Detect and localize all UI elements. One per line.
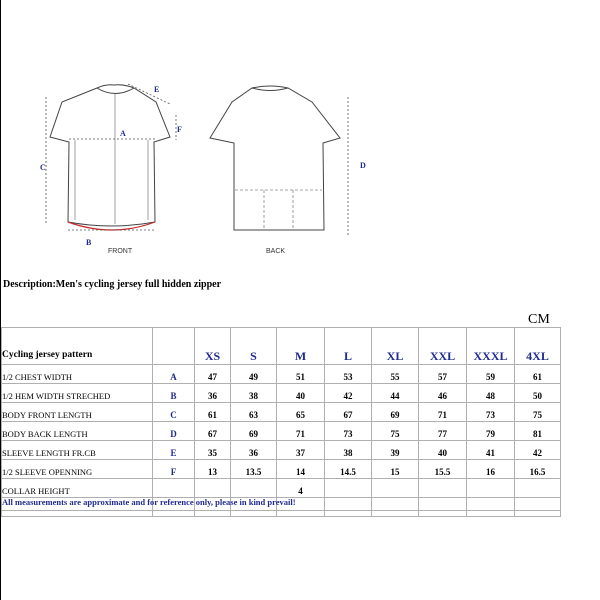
dimension-f-label: F <box>177 125 182 134</box>
size-header-cell: 4XL <box>515 328 561 365</box>
table-row <box>2 384 561 403</box>
table-cell: 77 <box>419 422 467 441</box>
table-cell: 35 <box>195 441 231 460</box>
measurement-code <box>153 479 195 498</box>
empty-cell <box>419 498 467 517</box>
jersey-measurement-diagram <box>0 70 420 270</box>
table-cell: 73 <box>325 422 372 441</box>
table-cell: 67 <box>195 422 231 441</box>
size-header-cell: XXL <box>419 328 467 365</box>
measurement-code: C <box>153 403 195 422</box>
table-row <box>2 441 561 460</box>
table-row <box>2 422 561 441</box>
empty-cell <box>515 498 561 517</box>
table-cell: 13 <box>195 460 231 479</box>
empty-cell <box>372 498 419 517</box>
table-cell: 15 <box>372 460 419 479</box>
empty-cell <box>467 498 515 517</box>
table-cell: 73 <box>467 403 515 422</box>
table-row <box>2 365 561 384</box>
table-cell: 46 <box>419 384 467 403</box>
table-cell: 42 <box>515 441 561 460</box>
table-cell: 69 <box>372 403 419 422</box>
measurement-name: 1/2 SLEEVE OPENNING <box>2 460 153 479</box>
empty-cell <box>325 498 372 517</box>
size-chart-table <box>1 327 561 517</box>
table-cell: 38 <box>325 441 372 460</box>
table-cell: 50 <box>515 384 561 403</box>
table-cell: 75 <box>515 403 561 422</box>
table-cell: 16.5 <box>515 460 561 479</box>
table-cell: 79 <box>467 422 515 441</box>
table-cell: 4 <box>277 479 325 498</box>
table-cell: 51 <box>277 365 325 384</box>
table-cell <box>467 479 515 498</box>
table-cell: 13.5 <box>231 460 277 479</box>
table-cell: 61 <box>515 365 561 384</box>
table-cell: 16 <box>467 460 515 479</box>
table-cell: 63 <box>231 403 277 422</box>
code-header-cell <box>153 328 195 365</box>
table-cell: 49 <box>231 365 277 384</box>
size-header-cell: M <box>277 328 325 365</box>
dimension-a-label: A <box>120 129 126 138</box>
size-header-cell: XS <box>195 328 231 365</box>
table-cell: 40 <box>419 441 467 460</box>
front-jersey-body <box>50 85 170 226</box>
table-cell: 14 <box>277 460 325 479</box>
size-header-cell: XL <box>372 328 419 365</box>
table-cell: 42 <box>325 384 372 403</box>
dimension-c-label: C <box>40 163 46 172</box>
disclaimer-note: All measurements are approximate and for reference only, please in kind prevail! <box>2 497 296 507</box>
table-cell: 47 <box>195 365 231 384</box>
front-jersey <box>50 85 170 230</box>
table-cell: 36 <box>231 441 277 460</box>
measurement-code: E <box>153 441 195 460</box>
table-cell: 65 <box>277 403 325 422</box>
measurement-code: D <box>153 422 195 441</box>
dimension-e-label: E <box>154 85 160 94</box>
size-header-row <box>2 328 561 365</box>
table-cell <box>231 479 277 498</box>
dimension-d-label: D <box>360 161 366 170</box>
table-cell: 40 <box>277 384 325 403</box>
product-description: Description:Men's cycling jersey full hidden zipper <box>3 279 222 290</box>
front-label: FRONT <box>108 248 133 255</box>
measurement-name: BODY BACK LENGTH <box>2 422 153 441</box>
divider <box>1 510 560 511</box>
measurement-code: F <box>153 460 195 479</box>
table-cell <box>372 479 419 498</box>
table-cell <box>195 479 231 498</box>
table-cell: 67 <box>325 403 372 422</box>
table-cell: 15.5 <box>419 460 467 479</box>
table-cell: 75 <box>372 422 419 441</box>
measurement-unit: CM <box>528 312 550 327</box>
table-cell <box>419 479 467 498</box>
size-header-cell: XXXL <box>467 328 515 365</box>
table-cell: 39 <box>372 441 419 460</box>
back-jersey-body <box>210 86 340 230</box>
dimension-b-label: B <box>86 238 92 247</box>
size-header-cell: S <box>231 328 277 365</box>
back-jersey <box>210 86 340 230</box>
table-cell: 71 <box>419 403 467 422</box>
measurement-name: 1/2 HEM WIDTH STRECHED <box>2 384 153 403</box>
table-cell: 55 <box>372 365 419 384</box>
table-cell: 69 <box>231 422 277 441</box>
measurement-name: 1/2 CHEST WIDTH <box>2 365 153 384</box>
table-cell: 37 <box>277 441 325 460</box>
measurement-name: BODY FRONT LENGTH <box>2 403 153 422</box>
measurement-name: SLEEVE LENGTH FR.CB <box>2 441 153 460</box>
table-cell: 61 <box>195 403 231 422</box>
table-cell: 14.5 <box>325 460 372 479</box>
table-cell: 81 <box>515 422 561 441</box>
table-cell: 44 <box>372 384 419 403</box>
table-cell: 38 <box>231 384 277 403</box>
table-cell <box>325 479 372 498</box>
table-cell <box>515 479 561 498</box>
table-row <box>2 479 561 498</box>
table-cell: 48 <box>467 384 515 403</box>
size-header-cell: L <box>325 328 372 365</box>
table-row <box>2 460 561 479</box>
back-label: BACK <box>266 248 286 255</box>
table-cell: 59 <box>467 365 515 384</box>
table-cell: 41 <box>467 441 515 460</box>
table-cell: 71 <box>277 422 325 441</box>
measurement-code: B <box>153 384 195 403</box>
table-row <box>2 403 561 422</box>
measurement-name: COLLAR HEIGHT <box>2 479 153 498</box>
table-cell: 53 <box>325 365 372 384</box>
table-cell: 36 <box>195 384 231 403</box>
table-title: Cycling jersey pattern <box>2 328 153 365</box>
table-cell: 57 <box>419 365 467 384</box>
measurement-code: A <box>153 365 195 384</box>
